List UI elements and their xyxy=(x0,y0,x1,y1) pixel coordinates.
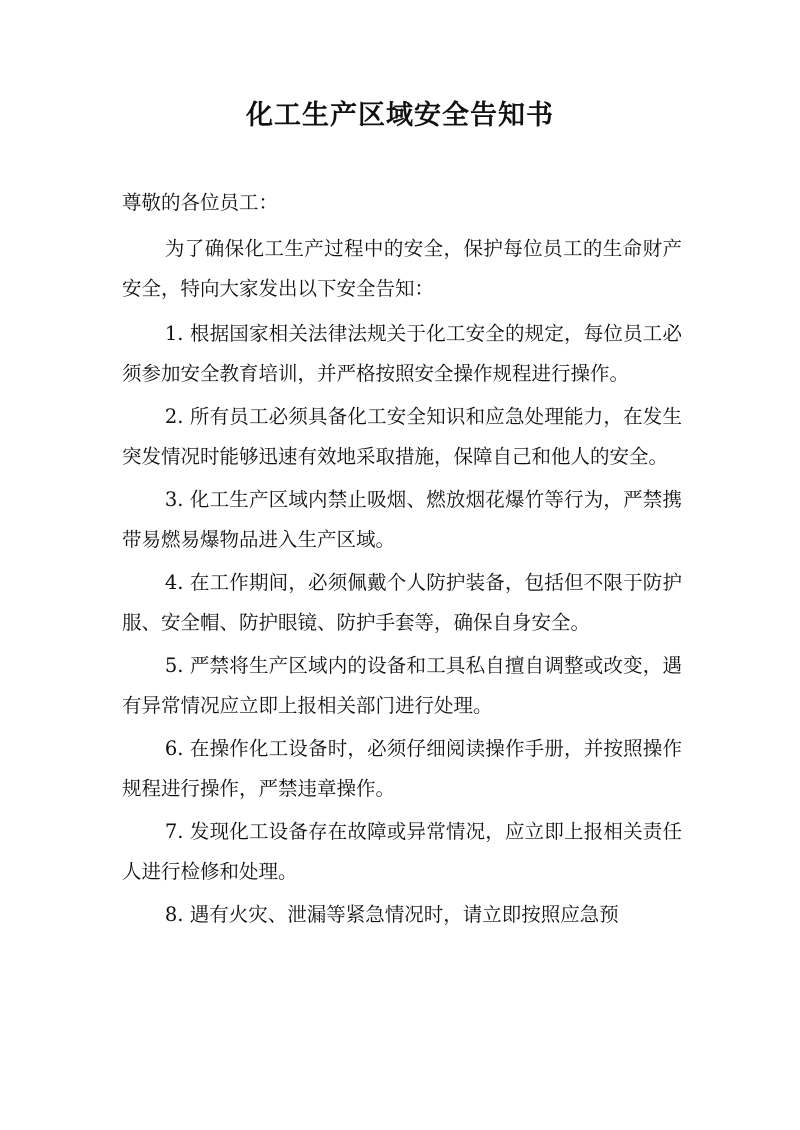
document-body xyxy=(122,183,682,938)
notice-item-7: 7. 发现化工设备存在故障或异常情况，应立即上报相关责任人进行检修和处理。 xyxy=(122,820,682,883)
document-title: 化工生产区域安全告知书 xyxy=(246,100,554,131)
notice-item-4: 4. 在工作期间，必须佩戴个人防护装备，包括但不限于防护服、安全帽、防护眼镜、防护手套等，确保自身安全。 xyxy=(122,571,682,634)
notice-item-1: 1. 根据国家相关法律法规关于化工安全的规定，每位员工必须参加安全教育培训，并严格按照安全操作规程进行操作。 xyxy=(122,322,682,385)
notice-item-5: 5. 严禁将生产区域内的设备和工具私自擅自调整或改变，遇有异常情况应立即上报相关部门进行处理。 xyxy=(122,654,682,717)
salutation: 尊敬的各位员工： xyxy=(122,191,279,214)
notice-item-3: 3. 化工生产区域内禁止吸烟、燃放烟花爆竹等行为，严禁携带易燃易爆物品进入生产区域。 xyxy=(122,488,682,551)
notice-item-6: 6. 在操作化工设备时，必须仔细阅读操作手册，并按照操作规程进行操作，严禁违章操作。 xyxy=(122,737,682,800)
notice-item-8: 8. 遇有火灾、泄漏等紧急情况时，请立即按照应急预 xyxy=(164,903,619,926)
intro-paragraph: 为了确保化工生产过程中的安全，保护每位员工的生命财产安全，特向大家发出以下安全告知： xyxy=(122,237,682,300)
notice-item-2: 2. 所有员工必须具备化工安全知识和应急处理能力，在发生突发情况时能够迅速有效地采取措施，保障自己和他人的安全。 xyxy=(122,405,682,468)
